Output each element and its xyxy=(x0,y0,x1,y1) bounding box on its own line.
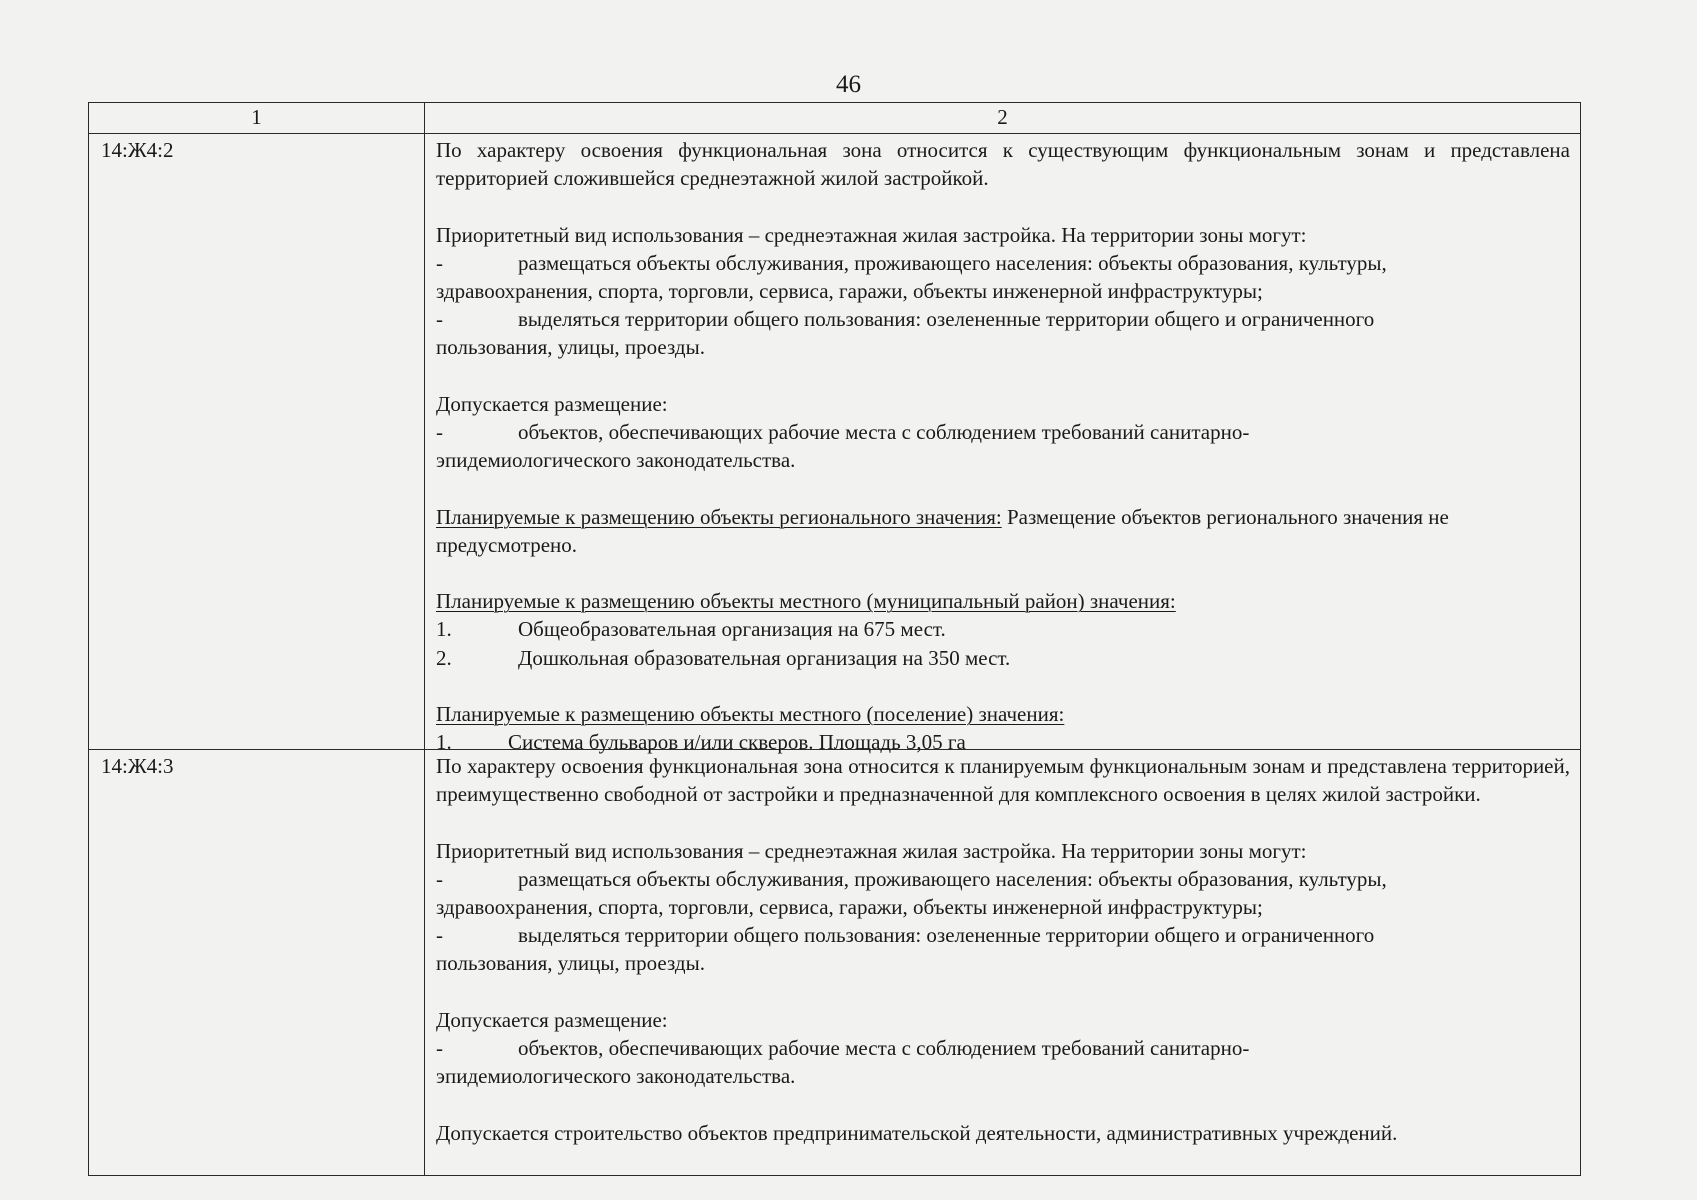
list-text-continuation: пользования, улицы, проезды. xyxy=(436,335,705,360)
table-header-row xyxy=(89,103,1580,134)
list-item xyxy=(436,418,1570,446)
allowed-heading: Допускается размещение: xyxy=(436,1007,668,1032)
list-item xyxy=(436,921,1570,949)
zone-description xyxy=(425,750,1580,1175)
header-col-2: 2 xyxy=(997,105,1008,129)
list-text: Общеобразовательная организация на 675 мест. xyxy=(518,617,946,642)
list-marker: 1. xyxy=(436,730,452,755)
zone-intro: По характеру освоения функциональная зона относится к существующим функциональным зонам и представлена территорией сложившейся среднеэтажной жилой застройкой. xyxy=(436,138,1570,191)
list-text: объектов, обеспечивающих рабочие места с соблюдением требований санитарно- xyxy=(518,420,1250,444)
regional-text: Размещение объектов регионального значения не предусмотрено. xyxy=(436,504,1449,557)
list-item xyxy=(436,249,1570,277)
list-text: выделяться территории общего пользования: озелененные территории общего и ограниченного xyxy=(518,307,1375,332)
priority-list xyxy=(436,249,1570,362)
list-marker: - xyxy=(436,923,443,948)
list-marker: - xyxy=(436,250,443,275)
zone-table xyxy=(88,102,1581,1176)
zone-code: 14:Ж4:2 xyxy=(89,134,425,749)
list-text: размещаться объекты обслуживания, проживающего населения: объекты образования, культуры, xyxy=(518,250,1387,275)
list-marker: - xyxy=(436,420,443,444)
municipal-heading-line xyxy=(436,587,1570,615)
list-text: Система бульваров и/или скверов. Площадь 3,05 га xyxy=(508,730,966,755)
table-row xyxy=(89,750,1580,1175)
list-marker: 1. xyxy=(436,617,452,642)
list-text-continuation: здравоохранения, спорта, торговли, сервиса, гаражи, объекты инженерной инфраструктуры; xyxy=(436,895,1263,919)
zone-description xyxy=(425,134,1580,755)
list-item xyxy=(436,305,1570,333)
list-item xyxy=(436,644,1570,672)
priority-use: Приоритетный вид использования – среднеэтажная жилая застройка. На территории зоны могут: xyxy=(436,838,1307,863)
list-text: Дошкольная образовательная организация на 350 мест. xyxy=(518,645,1011,670)
table-row xyxy=(89,134,1580,755)
zone-code: 14:Ж4:3 xyxy=(89,750,425,1175)
municipal-heading: Планируемые к размещению объекты местного (муниципальный район) значения: xyxy=(436,589,1176,614)
priority-use: Приоритетный вид использования – среднеэтажная жилая застройка. На территории зоны могут: xyxy=(436,222,1307,247)
settlement-heading-line xyxy=(436,700,1570,728)
list-text-continuation: пользования, улицы, проезды. xyxy=(436,951,705,976)
regional-objects xyxy=(436,503,1570,559)
list-text-continuation: здравоохранения, спорта, торговли, сервиса, гаражи, объекты инженерной инфраструктуры; xyxy=(436,279,1263,303)
priority-list xyxy=(436,865,1570,978)
list-text: объектов, обеспечивающих рабочие места с соблюдением требований санитарно- xyxy=(518,1036,1250,1060)
zone-intro: По характеру освоения функциональная зона относится к планируемым функциональным зонам и представлена территорией, преимущественно свободной от застройки и предназначенной для комплексного освоения в целях жилой застройки. xyxy=(436,754,1570,807)
header-col-1: 1 xyxy=(89,103,425,133)
list-marker: - xyxy=(436,307,443,332)
allowed-heading: Допускается размещение: xyxy=(436,391,668,416)
list-marker: 2. xyxy=(436,645,452,670)
list-text: размещаться объекты обслуживания, проживающего населения: объекты образования, культуры, xyxy=(518,866,1387,891)
business-allowed: Допускается строительство объектов предпринимательской деятельности, административных учреждений. xyxy=(436,1120,1398,1145)
list-item xyxy=(436,615,1570,643)
list-item xyxy=(436,1034,1570,1062)
regional-heading: Планируемые к размещению объекты регионального значения: xyxy=(436,504,1002,529)
list-marker: - xyxy=(436,1036,443,1060)
list-marker: - xyxy=(436,866,443,891)
list-text-continuation: эпидемиологического законодательства. xyxy=(436,1064,796,1089)
settlement-heading: Планируемые к размещению объекты местного (поселение) значения: xyxy=(436,701,1065,726)
page-number: 46 xyxy=(836,71,861,98)
list-text: выделяться территории общего пользования: озелененные территории общего и ограниченного xyxy=(518,923,1375,948)
list-item xyxy=(436,865,1570,893)
list-text-continuation: эпидемиологического законодательства. xyxy=(436,448,796,473)
